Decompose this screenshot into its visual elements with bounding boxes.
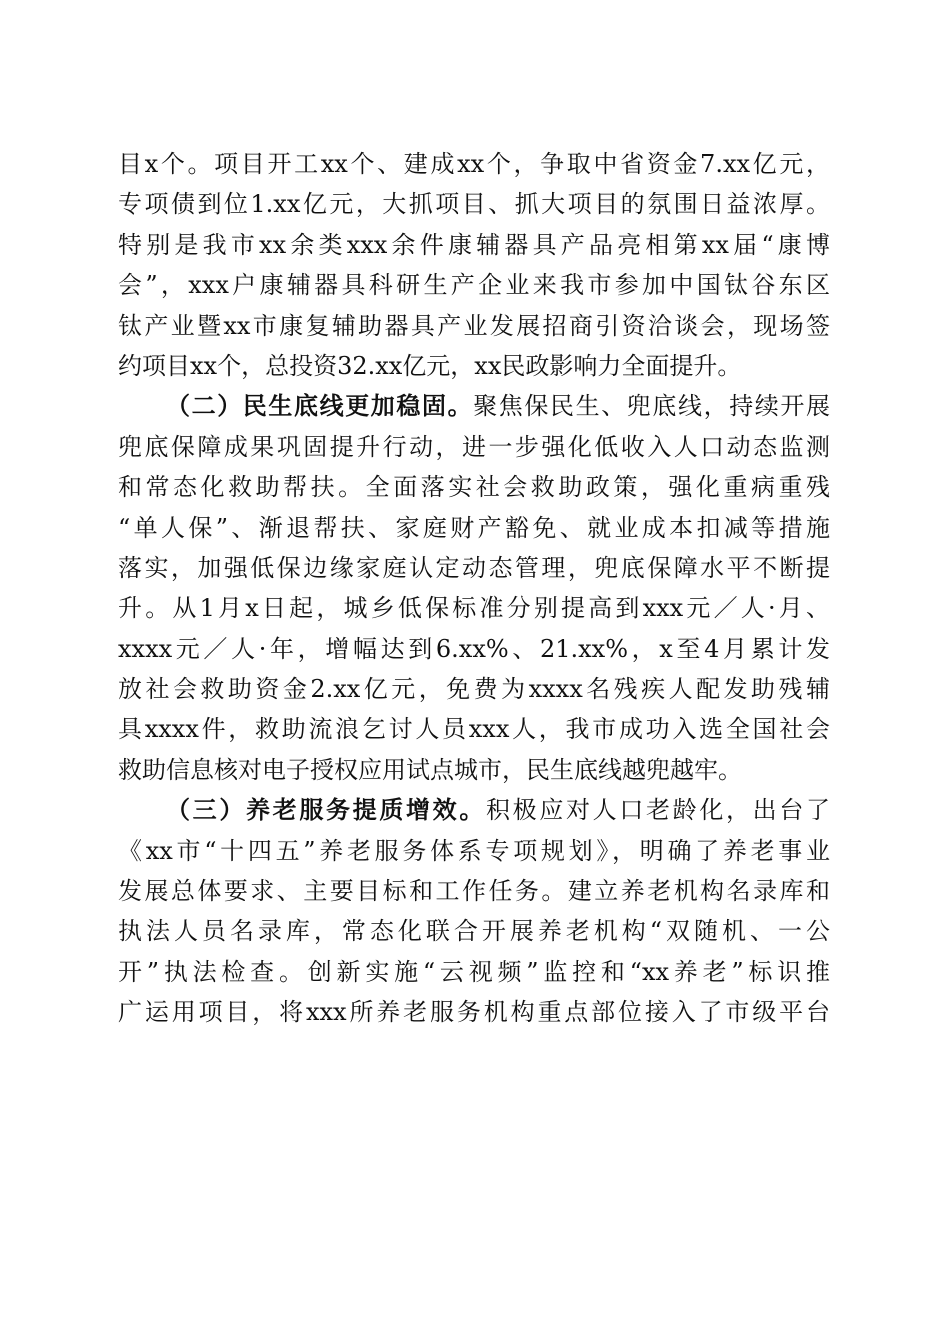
paragraph-line: 救助信息核对电子授权应用试点城市，民生底线越兜越牢。 bbox=[118, 755, 742, 784]
paragraph-line: 开”执法检查。创新实施“云视频”监控和“xx养老”标识推 bbox=[118, 957, 830, 986]
paragraph-line: 约项目xx个，总投资32.xx亿元，xx民政影响力全面提升。 bbox=[118, 351, 742, 380]
section-heading-line bbox=[118, 790, 830, 830]
section-heading-3: （三）养老服务提质增效。 bbox=[166, 795, 486, 825]
paragraph-line: 执法人员名录库，常态化联合开展养老机构“双随机、一公 bbox=[118, 917, 830, 946]
section-heading-line bbox=[118, 386, 830, 426]
paragraph-line: 钛产业暨xx市康复辅助器具产业发展招商引资洽谈会，现场签 bbox=[118, 311, 830, 340]
paragraph-line: 专项债到位1.xx亿元，大抓项目、抓大项目的氛围日益浓厚。 bbox=[118, 190, 830, 219]
paragraph-line: 目x个。项目开工xx个、建成xx个，争取中省资金7.xx亿元， bbox=[118, 150, 830, 178]
paragraph-line: 升。从1月x日起，城乡低保标准分别提高到xxx元／人·月、 bbox=[118, 594, 830, 623]
paragraph-line: 落实，加强低保边缘家庭认定动态管理，兜底保障水平不断提 bbox=[118, 553, 830, 582]
paragraph-line: 广运用项目，将xxx所养老服务机构重点部位接入了市级平台 bbox=[118, 998, 830, 1027]
paragraph-line: 放社会救助资金2.xx亿元，免费为xxxx名残疾人配发助残辅 bbox=[118, 675, 830, 704]
paragraph-line: xxxx元／人·年，增幅达到6.xx%、21.xx%，x至4月累计发 bbox=[118, 634, 830, 663]
paragraph-line: “单人保”、渐退帮扶、家庭财产豁免、就业成本扣减等措施 bbox=[118, 513, 830, 542]
paragraph-line: 特别是我市xx余类xxx余件康辅器具产品亮相第xx届“康博 bbox=[118, 230, 830, 259]
paragraph-text: 积极应对人口老龄化，出台了 bbox=[486, 796, 830, 825]
paragraph-line: 和常态化救助帮扶。全面落实社会救助政策，强化重病重残 bbox=[118, 473, 830, 502]
paragraph-text: 聚焦保民生、兜底线，持续开展 bbox=[473, 392, 830, 421]
paragraph-line: 具xxxx件，救助流浪乞讨人员xxx人，我市成功入选全国社会 bbox=[118, 715, 830, 744]
paragraph-line: 发展总体要求、主要目标和工作任务。建立养老机构名录库和 bbox=[118, 877, 830, 906]
paragraph-line: 兜底保障成果巩固提升行动，进一步强化低收入人口动态监测 bbox=[118, 432, 830, 461]
paragraph-line: 《xx市“十四五”养老服务体系专项规划》，明确了养老事业 bbox=[118, 836, 830, 865]
paragraph-line: 会”，xxx户康辅器具科研生产企业来我市参加中国钛谷东区 bbox=[118, 271, 830, 300]
section-heading-2: （二）民生底线更加稳固。 bbox=[166, 391, 474, 421]
body-text bbox=[118, 144, 830, 1033]
